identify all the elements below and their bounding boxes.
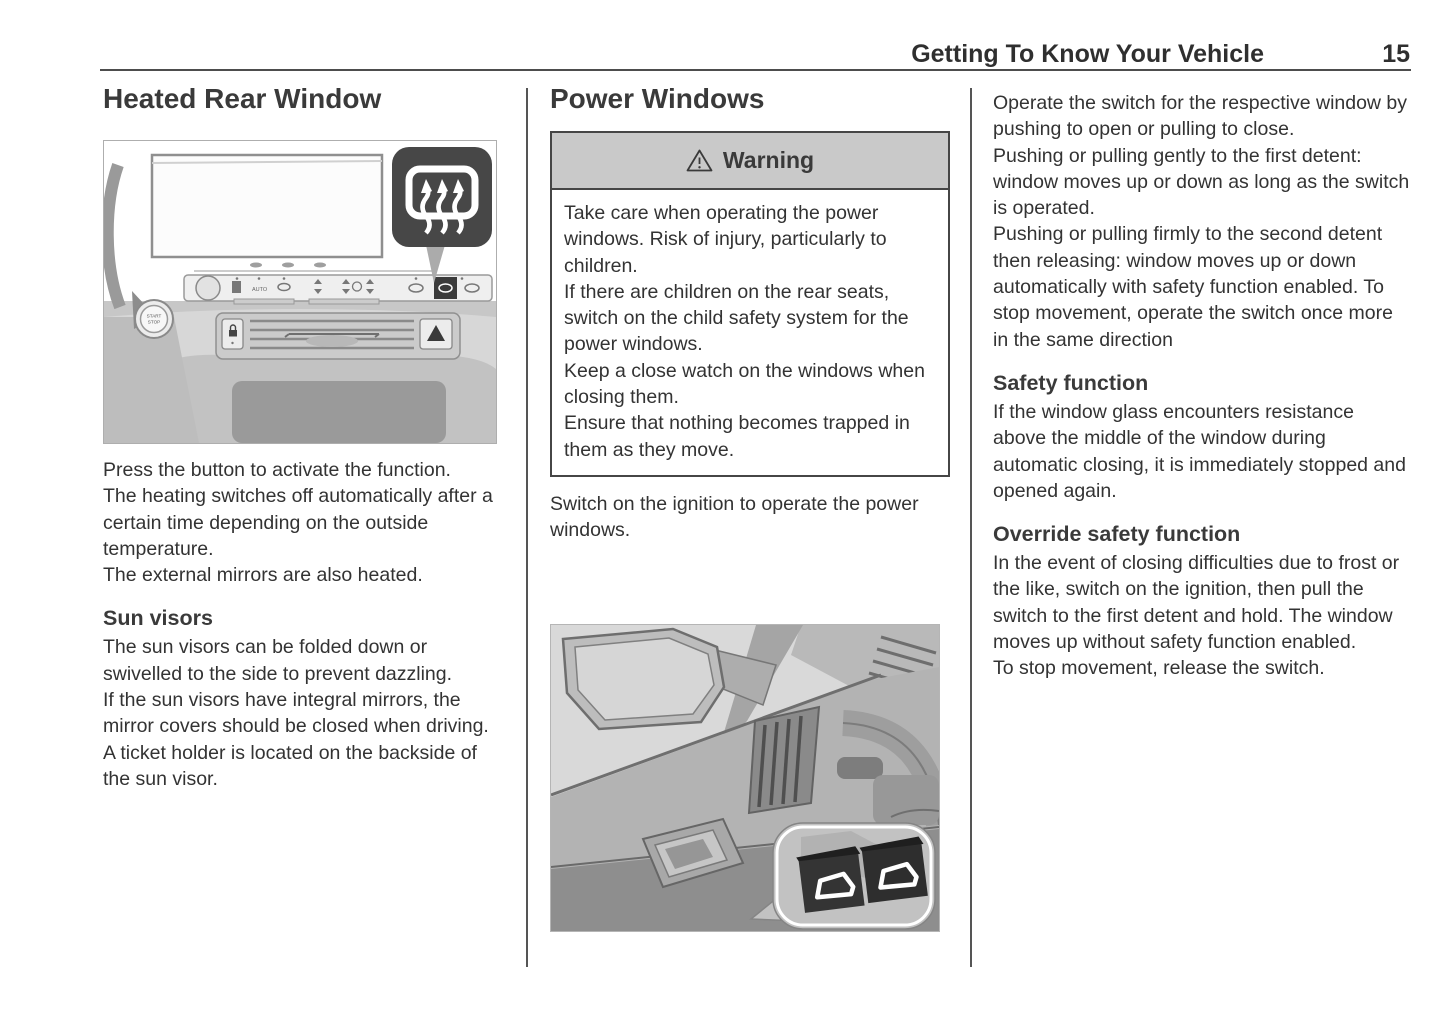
warning-paragraph: Take care when operating the power windows. Risk of injury, particularly to children. — [564, 202, 887, 277]
column-switch-operation — [993, 90, 1411, 682]
window-switch-icon — [859, 836, 930, 903]
column-divider-1 — [526, 88, 528, 967]
steering-wheel — [108, 165, 120, 307]
warning-title: Warning — [722, 147, 815, 173]
heated-rear-window-button — [434, 277, 457, 299]
paragraph: If the window glass encounters resistance above the middle of the window during automatic closing, it is immediately stopped and opened again. — [993, 400, 1406, 502]
warning-body — [552, 190, 948, 475]
infotainment-screen — [152, 155, 382, 257]
dashboard-illustration — [104, 141, 496, 443]
paragraph: A ticket holder is located on the backside of the sun visor. — [103, 741, 477, 790]
section-heading-power-windows: Power Windows — [550, 83, 765, 114]
window-switch-icon — [796, 845, 867, 912]
paragraph: Operate the switch for the respective window by pushing to open or pulling to close. — [993, 92, 1408, 141]
door-illustration — [551, 625, 939, 931]
paragraph: In the event of closing difficulties due to frost or the like, switch on the ignition, then pull the switch to the first detent and hold. The window moves up without safety function enabled. — [993, 552, 1400, 654]
auto-button-label: AUTO — [252, 287, 268, 293]
sun-visors-text — [103, 634, 503, 792]
subheading-override-safety-function: Override safety function — [993, 522, 1241, 547]
paragraph: Press the button to activate the function. — [103, 459, 451, 481]
paragraph: Switch on the ignition to operate the power windows. — [550, 492, 919, 542]
door-air-vent — [749, 707, 819, 813]
start-stop-button — [135, 300, 173, 338]
volume-knob — [196, 276, 220, 300]
paragraph: The sun visors can be folded down or swivelled to the side to prevent dazzling. — [103, 636, 453, 685]
warning-paragraph: If there are children on the rear seats, switch on the child safety system for the power windows. — [564, 280, 909, 356]
paragraph: Pushing or pulling gently to the first detent: window moves up or down as long as the switch is operated. — [993, 144, 1410, 220]
running-header: Getting To Know Your Vehicle — [911, 40, 1264, 68]
warning-box — [550, 131, 950, 477]
column-power-windows — [550, 82, 950, 932]
paragraph: If the sun visors have integral mirrors, the mirror covers should be closed when driving. — [103, 689, 489, 738]
power-window-switches-callout — [751, 823, 935, 929]
warning-header — [552, 133, 948, 190]
page-number: 15 — [1382, 40, 1410, 68]
paragraph: To stop movement, release the switch. — [993, 657, 1325, 680]
subheading-sun-visors: Sun visors — [103, 606, 213, 631]
hazard-warning-icon — [420, 319, 452, 349]
subheading-safety-function: Safety function — [993, 370, 1149, 395]
lock-icon — [222, 319, 243, 349]
svg-text:STOP: STOP — [147, 319, 161, 325]
paragraph: Pushing or pulling firmly to the second detent then releasing: window moves up or down automatically with safety function enabled. To stop movement, operate the switch once more in the same direction — [993, 223, 1393, 351]
paragraph: The heating switches off automatically after a certain time depending on the outside temperature. — [103, 485, 493, 560]
column-heated-rear-window — [103, 82, 503, 792]
section-heading-heated-rear-window: Heated Rear Window — [103, 83, 382, 114]
figure-dashboard-heated-rear-window — [103, 140, 497, 444]
warning-triangle-icon — [686, 148, 713, 173]
paragraph: The external mirrors are also heated. — [103, 564, 423, 587]
figure-door-power-window-switches — [550, 624, 940, 932]
column-divider-2 — [970, 88, 972, 967]
heated-rear-window-icon — [392, 147, 492, 247]
heated-rear-window-text — [103, 457, 503, 588]
warning-paragraph: Keep a close watch on the windows when closing them. — [564, 359, 925, 409]
header-rule — [100, 69, 1411, 71]
svg-text:START: START — [146, 313, 162, 319]
warning-paragraph: Ensure that nothing becomes trapped in them as they move. — [564, 412, 910, 461]
